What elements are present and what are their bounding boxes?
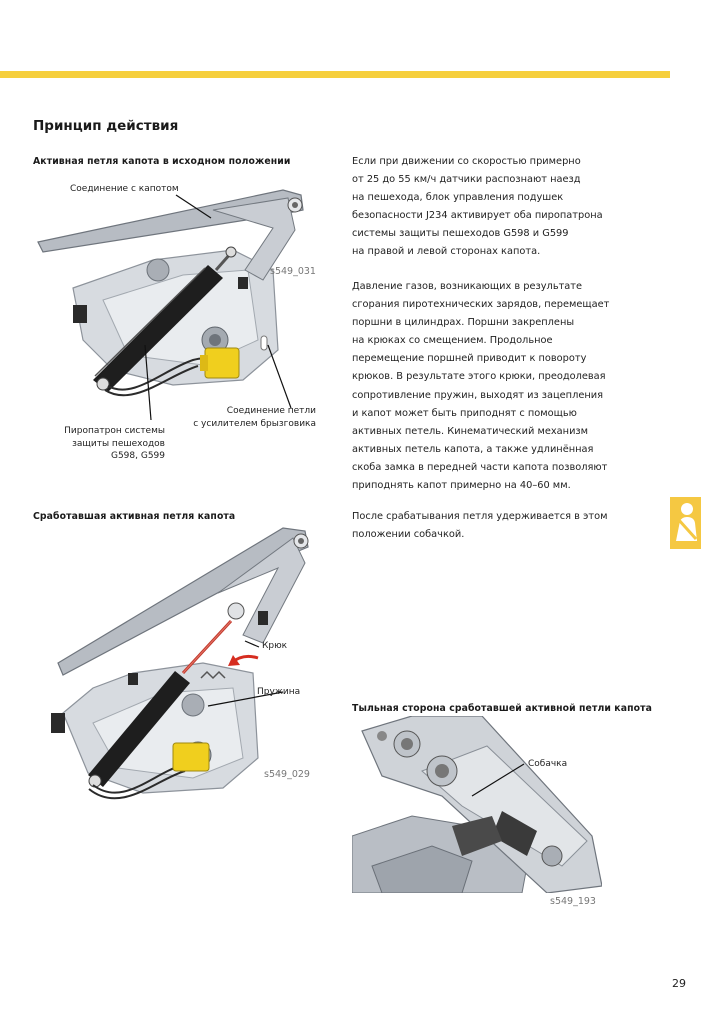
label-hood-connection: Соединение с капотом <box>70 184 179 194</box>
figure2-heading: Сработавшая активная петля капота <box>33 511 236 522</box>
figure1-illustration <box>33 170 323 420</box>
seatbelt-occupant-icon <box>670 497 701 549</box>
paragraph-3: После срабатывания петля удерживается в этом положении собачкой. <box>352 511 608 541</box>
label-hook: Крюк <box>262 641 288 651</box>
paragraph-2: Давление газов, возникающих в результате сгорания пиротехнических зарядов, перемещает поршни в цилиндрах. Поршни закреплены на крюках со смещением. Продольное перемещение поршней приводит к повороту крюков. В результате этого крюки, преодолевая сопротивление пружин, выходят из зацепления и капот может быть приподнят с помощью активных петель. Кинематический механизм активных петель капота, а также удлинённая скоба замка в передней части капота позволяют приподнять капот примерно на 40–60 мм. <box>352 281 610 492</box>
label-spring: Пружина <box>257 687 301 697</box>
accent-bar <box>0 71 670 78</box>
chapter-tab <box>670 497 701 549</box>
figure3-code: s549_193 <box>550 896 596 907</box>
page-title: Принцип действия <box>33 118 179 134</box>
figure2-code: s549_029 <box>264 769 310 780</box>
page-number: 29 <box>672 977 686 990</box>
label-squib: Пиропатрон системы защиты пешеходов G598, G599 <box>64 426 165 461</box>
paragraph-1: Если при движении со скоростью примерно от 25 до 55 км/ч датчики распознают наезд на пешехода, блок управления подушек безопасности J234 активирует оба пиропатрона системы защиты пешеходов G598 и G599 на правой и левой сторонах капота. <box>352 156 603 258</box>
figure1-code: s549_031 <box>270 266 316 277</box>
figure3-illustration <box>352 716 602 893</box>
figure1-heading: Активная петля капота в исходном положении <box>33 156 291 167</box>
label-fender-connection: Соединение петли с усилителем брызговика <box>193 406 316 429</box>
label-pawl: Собачка <box>528 759 568 769</box>
figure3-heading: Тыльная сторона сработавшей активной петли капота <box>352 703 652 714</box>
